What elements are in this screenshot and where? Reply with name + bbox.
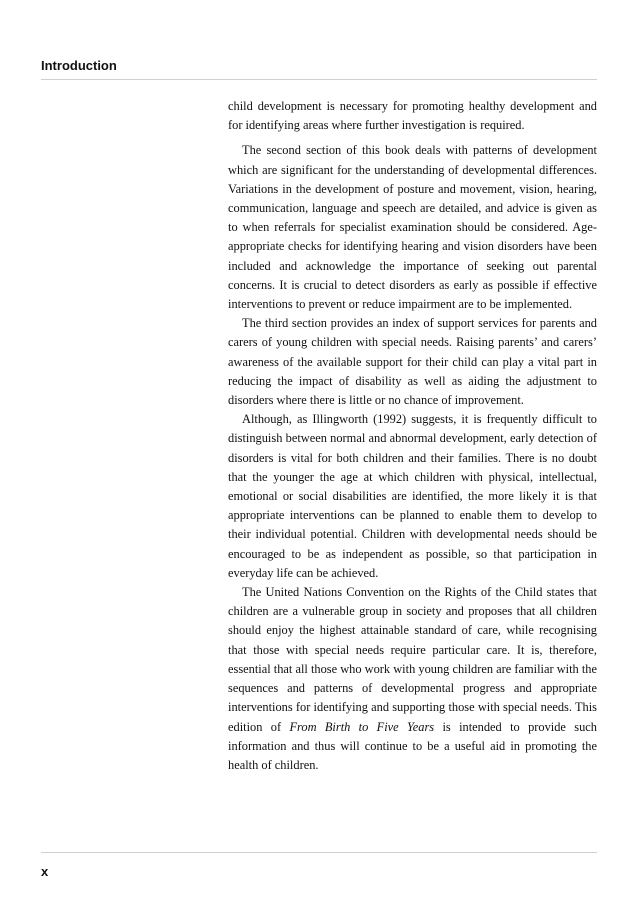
running-head: Introduction [41,58,117,73]
book-title: From Birth to Five Years [289,719,435,734]
paragraph-2: The second section of this book deals with patterns of development which are significant for the understanding of developmental differences. Variations in the development of posture and movement, vision, hearing, communication, language and speech are detailed, and advice is given as to when referrals for specialist examination should be considered. Age-appropriate checks for identifying hearing and vision disorders have been included and acknowledge the importance of seeking out parental concerns. It is crucial to detect disorders as early as possible if effective interventions to prevent or reduce impairment are to be implemented. [228,143,597,312]
body-text [228,97,597,775]
footer-rule [41,852,597,853]
paragraph-5 [228,583,597,775]
header-rule [41,79,597,80]
paragraph-3: The third section provides an index of support services for parents and carers of young children with special needs. Raising parents’ and carers’ awareness of the available support for their child can play a vital part in reducing the impact of disability as well as aiding the adjustment to disorders where there is little or no chance of improvement. [228,316,597,408]
paragraph-4: Although, as Illingworth (1992) suggests, it is frequently difficult to distinguish between normal and abnormal development, early detection of disorders is vital for both children and their families. There is no doubt that the younger the age at which children with physical, intellectual, emotional or social disabilities are identified, the more likely it is that appropriate interventions can be planned to enable them to develop to their individual potential. Children with developmental needs should be encouraged to be as independent as possible, so that participation in everyday life can be achieved. [228,412,597,580]
paragraph-5-text-end: is intended to provide such information and thus will continue to be a useful aid in promoting the health of children. [228,719,597,772]
page-number: x [41,864,49,879]
paragraph-5-text-start: The United Nations Convention on the Rights of the Child states that children are a vulnerable group in society and proposes that all children should enjoy the highest attainable standard of care, while recognising that those with special needs require particular care. It is, therefore, essential that all those who work with young children are familiar with the sequences and patterns of developmental progress and appropriate interventions for identifying and supporting those with special needs. This edition of [228,585,597,734]
paragraph-1: child development is necessary for promoting healthy development and for identifying areas where further investigation is required. [228,99,597,133]
